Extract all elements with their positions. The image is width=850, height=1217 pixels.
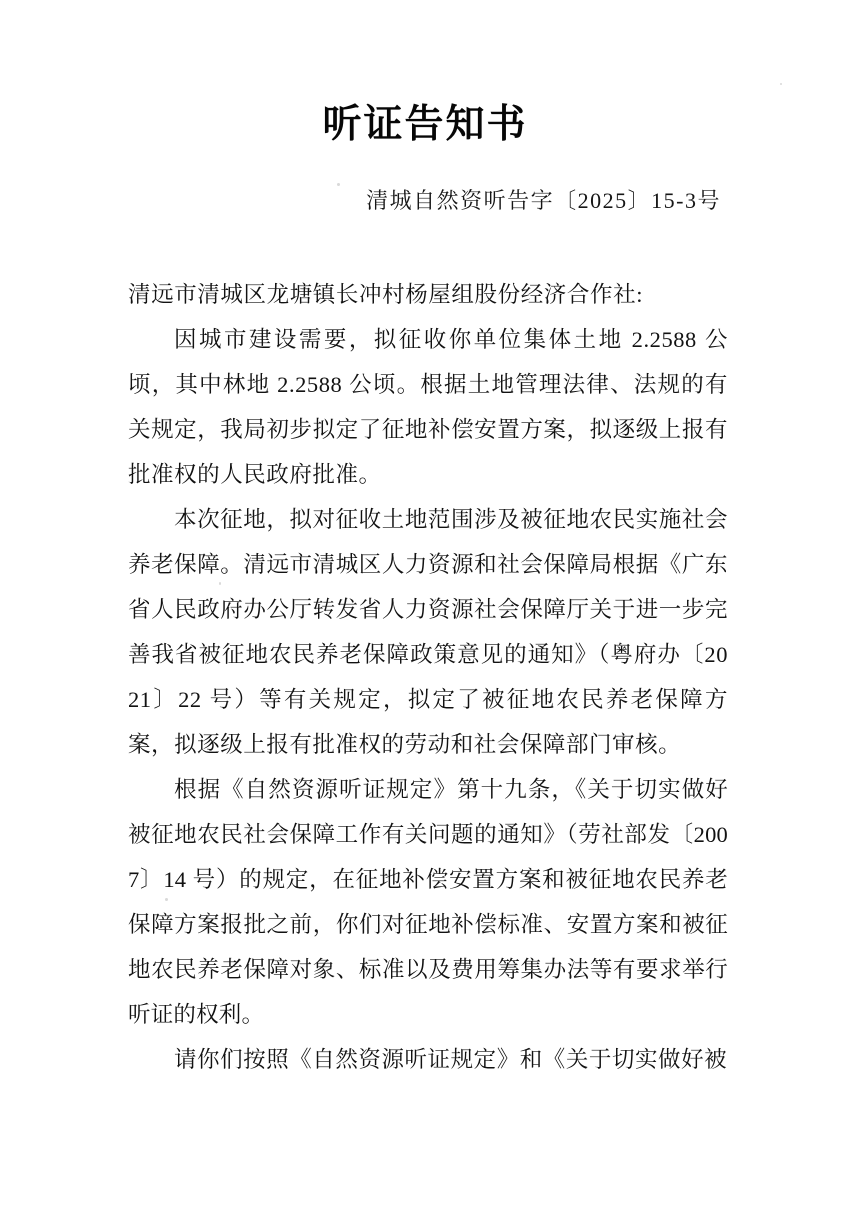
recipient-line: 清远市清城区龙塘镇长冲村杨屋组股份经济合作社: — [128, 282, 644, 307]
body-paragraph-3: 根据《自然资源听证规定》第十九条，《关于切实做好被征地农民社会保障工作有关问题的通知》（劳社部发〔2007〕14 号）的规定，在征地补偿安置方案和被征地农民养老保障方案报批之前，你们对征地补偿标准、安置方案和被征地农民养老保障对象、标准以及费用筹集办法等有要求举行听证的权利。 — [128, 777, 728, 1027]
body-paragraph-1: 因城市建设需要，拟征收你单位集体土地 2.2588 公顷，其中林地 2.2588 公顷。根据土地管理法律、法规的有关规定，我局初步拟定了征地补偿安置方案，拟逐级上报有批准权的人民政府批准。 — [128, 327, 728, 487]
page-title: 听证告知书 — [322, 103, 528, 146]
body-paragraph-4-truncated: 请你们按照《自然资源听证规定》和《关于切实做好被 — [174, 1047, 728, 1072]
scan-speck — [780, 83, 782, 85]
document-body — [128, 272, 728, 1082]
document-serial-number: 清城自然资听告字〔2025〕15-3号 — [366, 188, 721, 213]
body-paragraph-2: 本次征地，拟对征收土地范围涉及被征地农民实施社会养老保障。清远市清城区人力资源和社会保障局根据《广东省人民政府办公厅转发省人力资源社会保障厅关于进一步完善我省被征地农民养老保障政策意见的通知》（粤府办〔2021〕22 号）等有关规定，拟定了被征地农民养老保障方案，拟逐级上报有批准权的劳动和社会保障部门审核。 — [128, 507, 728, 757]
